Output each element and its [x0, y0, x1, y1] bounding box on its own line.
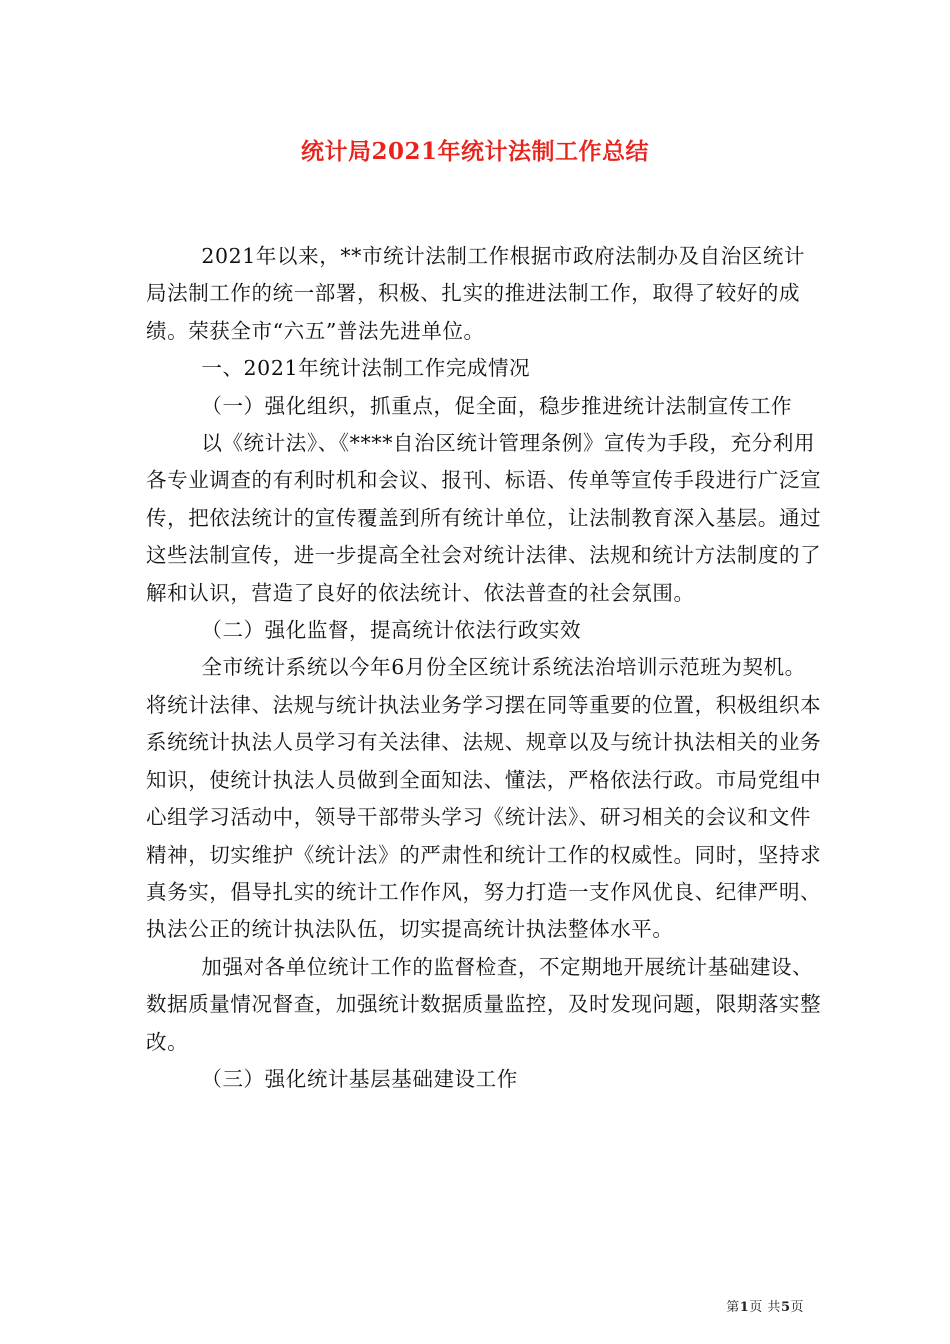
document-title: 统计局2021年统计法制工作总结 — [300, 138, 649, 165]
page-footer — [726, 1296, 804, 1315]
paragraph-publicity: 以《统计法》、《****自治区统计管理条例》宣传为手段，充分利用各专业调查的有利时机和会议、报刊、标语、传单等宣传手段进行广泛宣传，把依法统计的宣传覆盖到所有统计单位，让法制教育深入基层。通过这些法制宣传，进一步提高全社会对统计法律、法规和统计方法制度的了解和认识，营造了良好的依法统计、依法普查的社会氛围。 — [146, 431, 822, 605]
subsection-heading-2: （二）强化监督，提高统计依法行政实效 — [201, 618, 582, 643]
paragraph-inspection: 加强对各单位统计工作的监督检查，不定期地开展统计基础建设、数据质量情况督查，加强统计数据质量监控，及时发现问题，限期落实整改。 — [146, 954, 822, 1054]
paragraph-supervision: 全市统计系统以今年6月份全区统计系统法治培训示范班为契机。将统计法律、法规与统计执法业务学习摆在同等重要的位置，积极组织本系统统计执法人员学习有关法律、法规、规章以及与统计执法相关的业务知识，使统计执法人员做到全面知法、懂法，严格依法行政。市局党组中心组学习活动中，领导干部带头学习《统计法》、研习相关的会议和文件精神，切实维护《统计法》的严肃性和统计工作的权威性。同时，坚持求真务实，倡导扎实的统计工作作风，努力打造一支作风优良、纪律严明、执法公正的统计执法队伍，切实提高统计执法整体水平。 — [146, 655, 822, 942]
footer-prefix: 第 — [726, 1300, 740, 1315]
footer-middle: 页 共 — [749, 1300, 781, 1315]
footer-suffix: 页 — [790, 1300, 804, 1315]
document-body — [146, 238, 822, 1098]
footer-current-page: 1 — [739, 1300, 750, 1315]
paragraph-intro: 2021年以来，**市统计法制工作根据市政府法制办及自治区统计局法制工作的统一部署，积极、扎实的推进法制工作，取得了较好的成绩。荣获全市“六五”普法先进单位。 — [146, 244, 806, 343]
subsection-heading-3: （三）强化统计基层基础建设工作 — [201, 1066, 518, 1091]
section-heading-1: 一、2021年统计法制工作完成情况 — [201, 356, 531, 381]
footer-total-pages: 5 — [780, 1300, 791, 1315]
subsection-heading-1: （一）强化组织，抓重点，促全面，稳步推进统计法制宣传工作 — [201, 393, 793, 418]
